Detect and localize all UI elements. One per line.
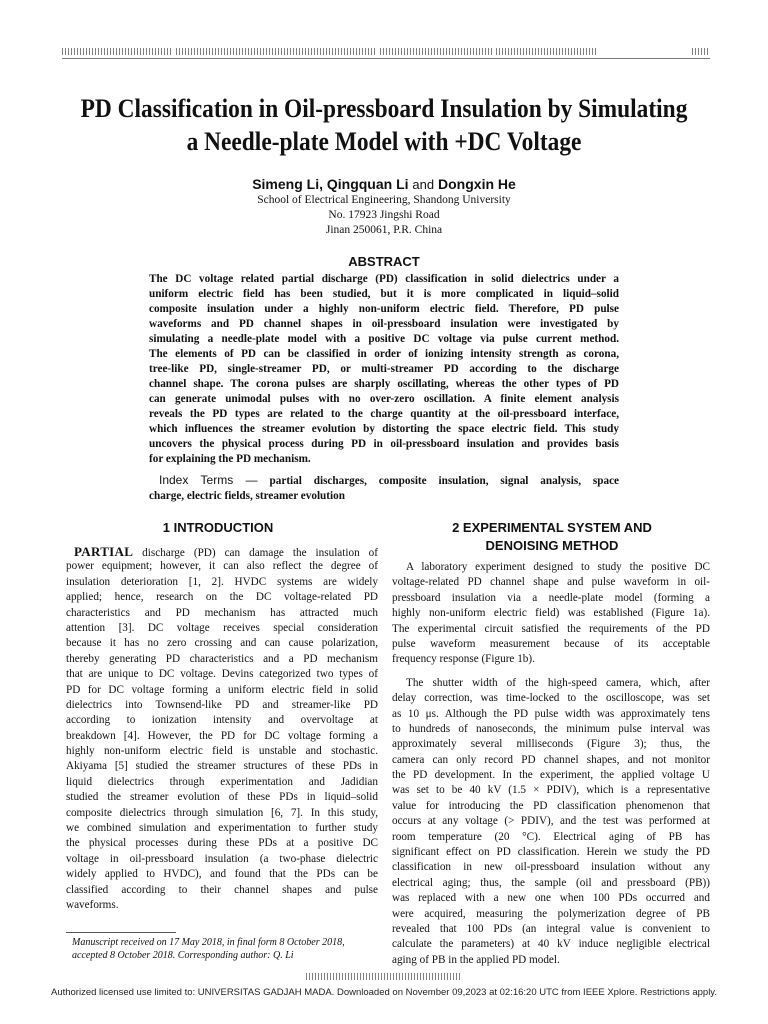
affiliation-line: School of Electrical Engineering, Shandong University — [257, 194, 511, 206]
text-line: highly non-uniform electric field is unstable and stochastic. — [66, 745, 378, 758]
header-rule — [62, 58, 710, 59]
text-line: according to ionization intensity and overvoltage at — [66, 714, 378, 727]
section-heading-line: 2 EXPERIMENTAL SYSTEM AND — [452, 520, 652, 535]
text-line: power equipment; however, it can also reflect the degree of — [66, 560, 378, 573]
abstract-line: reveals the PD types are related to the charge quantity at the oil-pressboard interface, — [149, 408, 619, 420]
text-line: were acquired, measuring the polymerization degree of PB — [392, 907, 710, 920]
text-line: aging of PB in the applied PD model. — [392, 953, 560, 966]
text-line: dielectrics into Townsend-like PD and streamer-like PD — [66, 698, 378, 711]
index-terms-label: Index Terms — — [159, 473, 258, 487]
abstract-line: composite insulation under a highly non-uniform electric field. Therefore, PD pulse — [149, 303, 619, 315]
paragraph-gap — [392, 668, 710, 676]
abstract-line: The elements of PD can be classified in order of ionizing intensity strength as corona, — [149, 348, 619, 360]
text-line: electrical aging; thus, the sample (oil and pressboard (PB)) — [392, 876, 710, 889]
author-names: Simeng Li, Qingquan Li — [252, 176, 409, 192]
text-line: pulse waveform measurement because of its acceptable — [392, 637, 710, 650]
text-line: significant effect on PD classification. Herein we study the PD — [392, 846, 710, 859]
author-names: Dongxin He — [438, 176, 516, 192]
text-line: A laboratory experiment designed to study the positive DC — [406, 561, 710, 573]
text-line: voltage in oil-pressboard insulation (a two-phase dielectric — [66, 852, 378, 865]
text-line: Akiyama [5] studied the streamer structures of these PDs in — [66, 760, 378, 773]
license-notice: Authorized licensed use limited to: UNIVERSITAS GADJAH MADA. Downloaded on November 09,2023 at 02:16:20 UTC from IEEE Xplore. Restrictions apply. — [50, 987, 717, 998]
abstract-line: waveforms and PD channel shapes in oil-pressboard insulation were investigated by — [149, 318, 619, 330]
abstract-line: uniform electric field has been studied, but it is more complicated in liquid–solid — [149, 288, 619, 300]
abstract-line: tree-like PD, single-streamer PD, or multi-streamer PD according to the discharge — [149, 363, 619, 375]
text-line: calculate the parameters) at 40 kV induce negligible electrical — [392, 938, 710, 951]
text-line: was replaced with a new one when 100 PDs occurred and — [392, 892, 710, 905]
text-line: the PD development. In the experiment, the applied voltage U — [392, 769, 710, 782]
header-text-garbled — [62, 48, 172, 55]
text-line: attention [3]. DC voltage receives special consideration — [66, 621, 378, 634]
text-line: highly non-uniform electric field) was established (Figure 1a). — [392, 607, 710, 620]
abstract-line: can generate unimodal pulses with no over-zero oscillation. A finite element analysis — [149, 393, 619, 405]
header-text-garbled — [380, 48, 492, 55]
footnote — [72, 936, 372, 962]
index-terms-line — [149, 489, 619, 504]
index-terms-line — [149, 473, 619, 489]
text-line: to hundreds of nanoseconds, the minimum pulse interval was — [392, 722, 710, 735]
abstract-line: for explaining the PD mechanism. — [149, 453, 311, 465]
footnote-rule — [66, 932, 176, 933]
section-heading-introduction: 1 INTRODUCTION — [162, 520, 274, 535]
header-text-garbled — [176, 48, 376, 55]
text-line: PD for DC voltage forming a uniform electric field in solid — [66, 683, 378, 696]
text-line: delay correction, was time-locked to the oscilloscope, was set — [392, 692, 710, 705]
affiliation-line: No. 17923 Jingshi Road — [328, 209, 440, 221]
affiliation-line: Jinan 250061, P.R. China — [325, 224, 443, 236]
text-line: revealed that 100 PDs (an integral value is convenient to — [392, 922, 710, 935]
text-line: camera can only record PD channel shapes, and not monitor — [392, 753, 710, 766]
text-line-rest: discharge (PD) can damage the insulation of — [133, 547, 378, 559]
text-line: thereby generating PD characteristics and a PD mechanism — [66, 652, 378, 665]
index-terms-keywords: partial discharges, composite insulation, signal analysis, space — [269, 475, 620, 487]
text-line: classified according to their channel shapes and pulse — [66, 883, 378, 896]
text-line — [66, 544, 378, 559]
text-line: The experimental circuit satisfied the requirements of the PD — [392, 622, 710, 635]
text-line: the physical processes during these PDs at a positive DC — [66, 837, 378, 850]
text-line: waveforms. — [66, 898, 119, 911]
index-terms — [149, 473, 619, 504]
abstract-line: which influences the streamer evolution by distorting the space electric field. This study — [149, 423, 619, 435]
text-line: room temperature (20 °C). Electrical aging of PB has — [392, 830, 710, 843]
text-line: insulation deterioration [1, 2]. HVDC systems are widely — [66, 575, 378, 588]
section-heading-experimental — [400, 519, 704, 555]
text-line: as 10 μs. Although the PD pulse width was approximately tens — [392, 707, 710, 720]
title-line: PD Classification in Oil-pressboard Insulation by Simulating — [80, 94, 688, 123]
text-line: was set to be 40 kV (1.5 × PDIV), which is a representative — [392, 784, 710, 797]
footnote-line: accepted 8 October 2018. Corresponding author: Q. Li — [72, 950, 294, 961]
author-list — [0, 176, 768, 192]
text-line: characteristics and PD mechanism has attracted much — [66, 606, 378, 619]
abstract-body — [149, 272, 619, 467]
author-conjunction: and — [412, 177, 435, 192]
text-line: occurs at any voltage (> PDIV), and the test was performed at — [392, 815, 710, 828]
text-line: we combined simulation and experimentation to further study — [66, 822, 378, 835]
text-line: that are unique to DC voltage. Devins categorized two types of — [66, 668, 378, 681]
page-number-garbled — [692, 48, 710, 55]
text-line: widely applied to HVDC), and found that the PDs can be — [66, 868, 378, 881]
header-text-garbled — [496, 48, 596, 55]
title-line: a Needle-plate Model with +DC Voltage — [186, 127, 582, 156]
text-line: The shutter width of the high-speed camera, which, after — [406, 676, 710, 689]
running-header — [62, 46, 710, 58]
text-line: studied the streamer evolution of these PDs in liquid–solid — [66, 791, 378, 804]
abstract-line: The DC voltage related partial discharge (PD) classification in solid dielectrics under a — [149, 273, 619, 285]
text-line: pressboard insulation via a needle-plate model (forming a — [392, 591, 710, 604]
text-line: approximately several milliseconds (Figure 3); thus, the — [392, 738, 710, 751]
text-line: composite dielectrics through simulation [6, 7]. In this study, — [66, 806, 378, 819]
abstract-line: channel shape. The corona pulses are sharply oscillating, whereas the other types of PD — [149, 378, 619, 390]
introduction-column — [66, 544, 378, 913]
text-line: voltage-related PD channel shape and pulse waveform in oil- — [392, 576, 710, 589]
paper-title — [65, 92, 702, 158]
text-line: classification in new oil-pressboard insulation without any — [392, 861, 710, 874]
footer-text-garbled — [306, 973, 462, 980]
text-line: frequency response (Figure 1b). — [392, 653, 535, 666]
abstract-line: simulating a needle-plate model with a positive DC voltage via pulse current method. — [149, 333, 619, 345]
footnote-line: Manuscript received on 17 May 2018, in final form 8 October 2018, — [72, 937, 345, 948]
text-line: because it has no zero crossing and can cause polarization, — [66, 637, 378, 650]
experimental-column — [392, 560, 710, 968]
text-line: value for introducing the PD classification phenomenon that — [392, 799, 710, 812]
text-line: liquid dielectrics through experimentation and Jadidian — [66, 775, 378, 788]
index-terms-keywords: charge, electric fields, streamer evolution — [149, 490, 345, 502]
text-line: applied; hence, research on the DC voltage-related PD — [66, 591, 378, 604]
dropcap-word: PARTIAL — [74, 544, 134, 559]
text-line: breakdown [4]. However, the PD for DC voltage forming a — [66, 729, 378, 742]
abstract-heading: ABSTRACT — [348, 254, 420, 269]
abstract-line: uncovers the physical process during PD in oil-pressboard insulation and provides basis — [149, 438, 619, 450]
section-heading-line: DENOISING METHOD — [485, 538, 619, 553]
